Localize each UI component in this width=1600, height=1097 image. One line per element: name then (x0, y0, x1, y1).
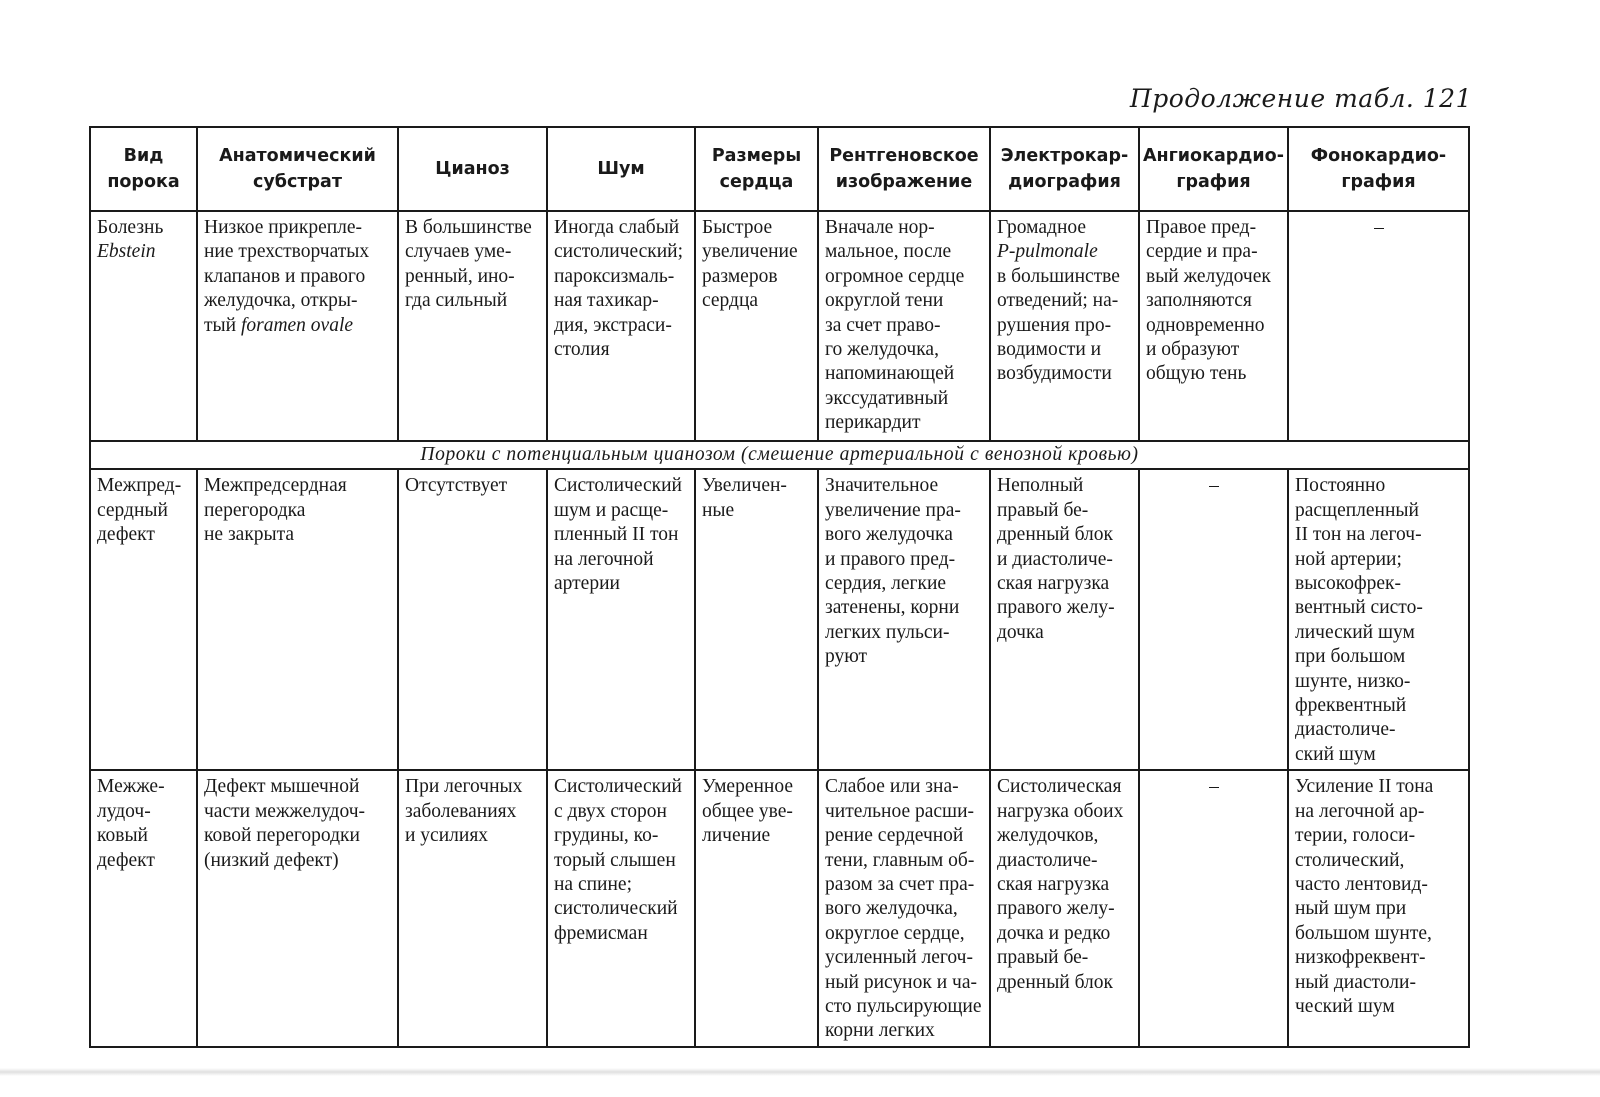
defect-name-italic: Ebstein (97, 241, 156, 263)
cell-murmur: Систолический с двух сторон грудины, ко- торый слышен на спине; систолический фремисман (547, 770, 695, 1046)
table-row-vsd (90, 770, 1469, 1046)
header-defect-type: Вид порока (90, 127, 197, 211)
defect-name-prefix: Болезнь (97, 217, 164, 238)
cell-anatomy (197, 211, 398, 441)
page-edge-shadow (0, 1068, 1600, 1076)
header-heart-size: Размеры сердца (695, 127, 818, 211)
section-title: Пороки с потенциальным цианозом (смешение артериальной с венозной кровью) (90, 441, 1469, 469)
table-row-ebstein (90, 211, 1469, 441)
cell-xray: Вначале нор- мальное, после огромное сердце округлой тени за счет право- го желудочка, напоминающей экссудативный перикардит (818, 211, 990, 441)
cell-angiography: – (1139, 770, 1288, 1046)
cell-phonocardiography: Усиление II тона на легочной ар- терии, голоси- столический, часто лентовид- ный шум при большом шунте, низкофреквент- ный диастоли- ческий шум (1288, 770, 1469, 1046)
cell-cyanosis: Отсутствует (398, 469, 547, 770)
cell-xray: Слабое или зна- чительное расши- рение сердечной тени, главным об- разом за счет пра- вого желудочка, округлое сердце, усиленный легоч- ный рисунок и ча- сто пульсирующие корни легких (818, 770, 990, 1046)
cell-angiography: – (1139, 469, 1288, 770)
header-ecg: Электрокар- диография (990, 127, 1139, 211)
cell-heart-size: Умеренное общее уве- личение (695, 770, 818, 1046)
cell-ecg: Неполный правый бе- дренный блок и диастоличе- ская нагрузка правого желу- дочка (990, 469, 1139, 770)
cell-cyanosis: При легочных заболеваниях и усилиях (398, 770, 547, 1046)
header-murmur: Шум (547, 127, 695, 211)
header-row (90, 127, 1469, 211)
header-xray: Рентгеновское изображение (818, 127, 990, 211)
cell-cyanosis: В большинстве случаев уме- ренный, ино- гда сильный (398, 211, 547, 441)
cell-phonocardiography: Постоянно расщепленный II тон на легоч- ной артерии; высокофрек- вентный систо- лический шум при большом шунте, низко- фреквентный диастоличе- ский шум (1288, 469, 1469, 770)
cell-heart-size: Увеличен- ные (695, 469, 818, 770)
heart-defects-table (89, 126, 1470, 1048)
cell-heart-size: Быстрое увеличение размеров сердца (695, 211, 818, 441)
cell-murmur: Систолический шум и расще- пленный II тон на легочной артерии (547, 469, 695, 770)
cell-anatomy: Дефект мышечной части межжелудоч- ковой перегородки (низкий дефект) (197, 770, 398, 1046)
table-caption: Продолжение табл. 121 (1129, 84, 1472, 113)
ecg-italic: P-pulmonale (997, 241, 1098, 263)
header-cyanosis: Цианоз (398, 127, 547, 211)
cell-defect-name: Межже- лудоч- ковый дефект (90, 770, 197, 1046)
cell-defect-name: Межпред- сердный дефект (90, 469, 197, 770)
table-row-asd (90, 469, 1469, 770)
anatomy-italic: foramen ovale (240, 314, 354, 336)
cell-defect-name (90, 211, 197, 441)
cell-phonocardiography: – (1288, 211, 1469, 441)
anatomy-text: Низкое прикрепле- ние трехстворчатых клапанов и правого желудочка, откры- тый (204, 217, 370, 336)
cell-ecg (990, 211, 1139, 441)
ecg-prefix: Громадное (997, 217, 1087, 238)
cell-ecg: Систолическая нагрузка обоих желудочков, диастоличе- ская нагрузка правого желу- дочка и редко правый бе- дренный блок (990, 770, 1139, 1046)
ecg-suffix: в большинстве отведений; на- рушения про- водимости и возбудимости (997, 265, 1120, 385)
header-angiography: Ангиокардио- графия (1139, 127, 1288, 211)
cell-angiography: Правое пред- сердие и пра- вый желудочек заполняются одновременно и образуют общую тень (1139, 211, 1288, 441)
cell-murmur: Иногда слабый систолический; пароксизмаль- ная тахикар- дия, экстраси- столия (547, 211, 695, 441)
cell-xray: Значительное увеличение пра- вого желудочка и правого пред- сердия, легкие затенены, корни легких пульси- руют (818, 469, 990, 770)
section-row (90, 441, 1469, 469)
header-anatomy: Анатомический субстрат (197, 127, 398, 211)
header-phonocardiography: Фонокардио- графия (1288, 127, 1469, 211)
cell-anatomy: Межпредсердная перегородка не закрыта (197, 469, 398, 770)
